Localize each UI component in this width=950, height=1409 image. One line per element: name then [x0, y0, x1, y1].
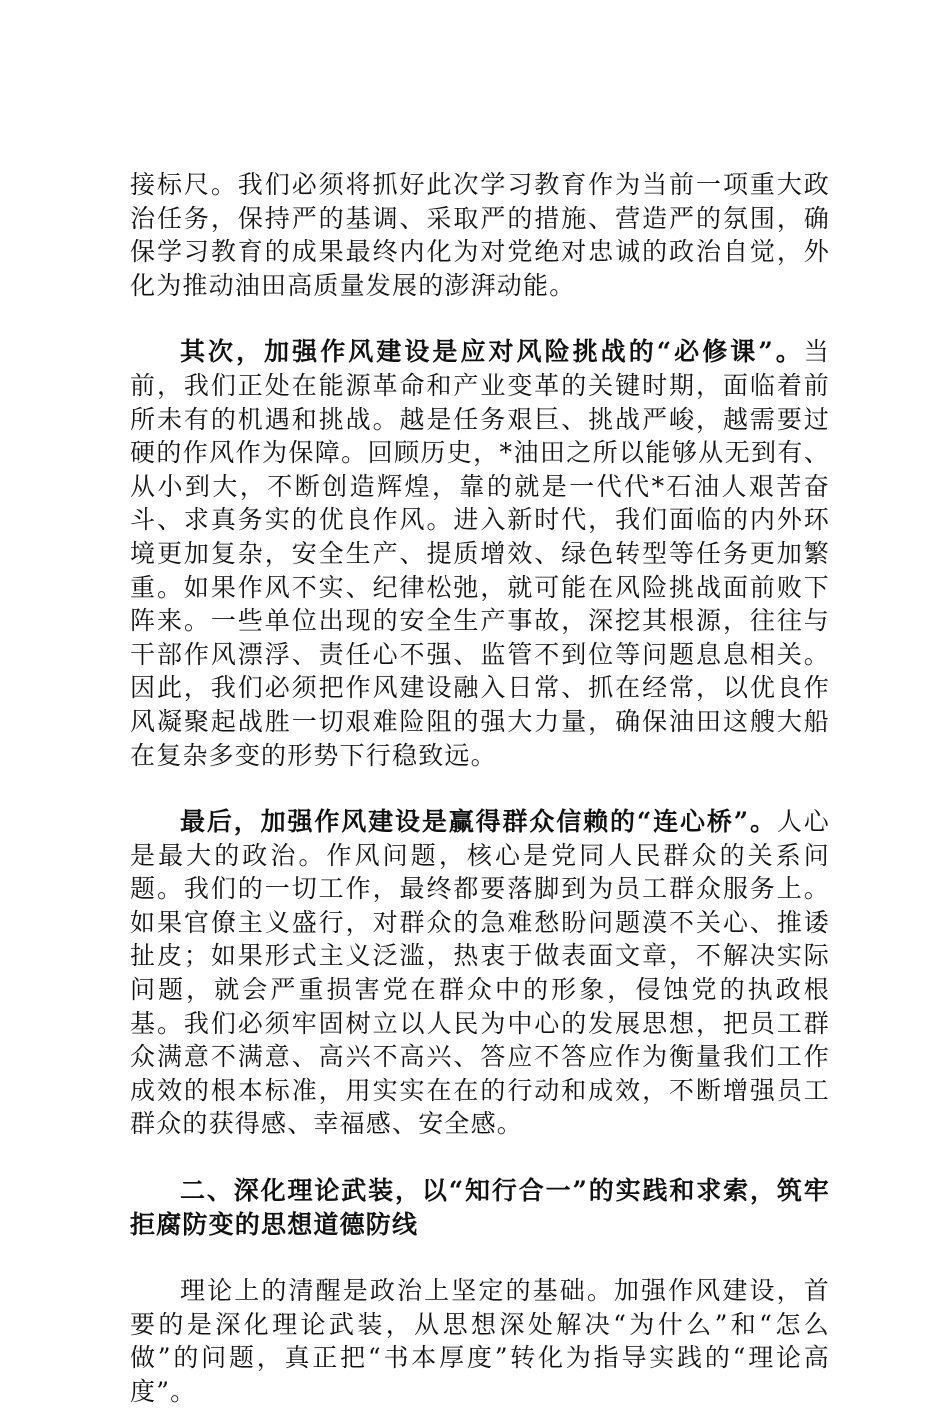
paragraph-lead-sentence: 最后，加强作风建设是赢得群众信赖的“连心桥”。 [180, 807, 777, 837]
paragraph-text: 当前，我们正处在能源革命和产业变革的关键时期，面临着前所未有的机遇和挑战。越是任务艰巨、挑战严峻，越需要过硬的作风作为保障。回顾历史，*油田之所以能够从无到有、从小到大，不断创造辉煌，靠的就是一代代*石油人艰苦奋斗、求真务实的优良作风。进入新时代，我们面临的内外环境更加复杂，安全生产、提质增效、绿色转型等任务更加繁重。如果作风不实、纪律松弛，就可能在风险挑战面前败下阵来。一些单位出现的安全生产事故，深挖其根源，往往与干部作风漂浮、责任心不强、监管不到位等问题息息相关。因此，我们必须把作风建设融入日常、抓在经常，以优良作风凝聚起战胜一切艰难险阻的强大力量，确保油田这艘大船在复杂多变的形势下行稳致远。 [130, 337, 830, 770]
paragraph-risk-challenge [130, 335, 830, 772]
section-heading-text: 二、深化理论武装，以“知行合一”的实践和求索，筑牢拒腐防变的思想道德防线 [130, 1176, 830, 1239]
section-heading [130, 1174, 830, 1241]
paragraph-theory [130, 1274, 830, 1408]
paragraph-text: 人心是最大的政治。作风问题，核心是党同人民群众的关系问题。我们的一切工作，最终都要落脚到为员工群众服务上。如果官僚主义盛行，对群众的急难愁盼问题漠不关心、推诿扯皮；如果形式主义泛滥，热衷于做表面文章，不解决实际问题，就会严重损害党在群众中的形象，侵蚀党的执政根基。我们必须牢固树立以人民为中心的发展思想，把员工群众满意不满意、高兴不高兴、答应不答应作为衡量我们工作成效的根本标准，用实实在在的行动和成效，不断增强员工群众的获得感、幸福感、安全感。 [130, 807, 830, 1139]
paragraph-text: 接标尺。我们必须将抓好此次学习教育作为当前一项重大政治任务，保持严的基调、采取严的措施、营造严的氛围，确保学习教育的成果最终内化为对党绝对忠诚的政治自觉，外化为推动油田高质量发展的澎湃动能。 [130, 170, 830, 300]
document-body [130, 168, 830, 1409]
paragraph-lead-sentence: 其次，加强作风建设是应对风险挑战的“必修课”。 [180, 337, 804, 367]
paragraph-continuation [130, 168, 830, 302]
paragraph-public-trust [130, 805, 830, 1141]
paragraph-text: 理论上的清醒是政治上坚定的基础。加强作风建设，首要的是深化理论武装，从思想深处解决“为什么”和“怎么做”的问题，真正把“书本厚度”转化为指导实践的“理论高度”。 [130, 1276, 830, 1406]
